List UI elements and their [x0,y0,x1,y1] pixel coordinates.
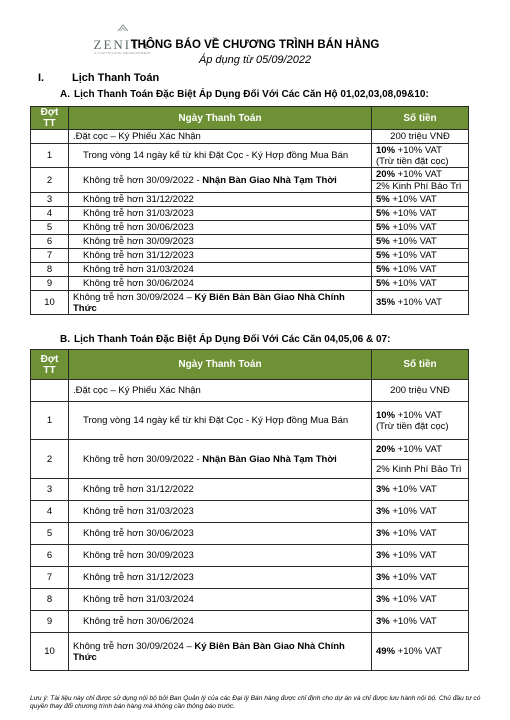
payment-date-text: Không trễ hơn 30/06/2023 [83,528,194,539]
row-number: 5 [31,523,69,545]
payment-date-text: .Đặt cọc – Ký Phiếu Xác Nhận [73,385,201,396]
payment-date-cell [69,193,372,207]
table-header-row [31,350,469,380]
amount-cell [372,402,469,440]
payment-milestone: Nhận Bàn Giao Nhà Tạm Thời [202,174,337,186]
payment-date-cell [69,633,372,671]
amount-text: +10% VAT [395,409,442,421]
table-row [31,402,469,440]
payment-date-cell [69,207,372,221]
payment-date-cell [69,523,372,545]
payment-date-text: Không trễ hơn 31/12/2022 [83,194,194,205]
column-header: Đợt TT [31,350,69,380]
table-header-row [31,107,469,130]
row-number [31,130,69,144]
payment-date-text: Không trễ hơn 31/03/2023 [83,208,194,219]
amount-cell [372,144,469,168]
amount-cell [372,523,469,545]
amount-cell [372,207,469,221]
amount-cell [372,440,469,460]
payment-milestone: Ký Biên Bản Bàn Giao Nhà Chính Thức [73,291,345,314]
table-row [31,193,469,207]
payment-date-text: Không trễ hơn 31/03/2023 [83,506,194,517]
amount-text: 200 triệu VNĐ [390,385,450,396]
table-row [31,144,469,168]
amount-cell [372,249,469,263]
table-a-heading [60,89,429,100]
column-header: Ngày Thanh Toán [69,107,372,130]
payment-date-cell [69,221,372,235]
column-header: Đợt TT [31,107,69,130]
amount-text: +10% VAT [389,194,437,205]
table-b-heading [60,334,390,345]
table-row [31,440,469,460]
row-number: 10 [31,291,69,315]
payment-date-text: Không trễ hơn 30/06/2024 [83,616,194,627]
amount-cell [372,193,469,207]
amount-text: +10% VAT [395,444,442,455]
payment-date-text: .Đặt cọc – Ký Phiếu Xác Nhận [73,131,201,142]
amount-percent: 3% [376,484,390,495]
payment-schedule-table-b [30,349,469,671]
payment-date-cell [69,440,372,479]
payment-date-text: Không trễ hơn 30/06/2024 [83,278,194,289]
amount-text: +10% VAT [389,236,437,247]
amount-percent: 5% [376,236,390,247]
row-number: 4 [31,207,69,221]
section-heading [38,72,159,84]
amount-text: +10% VAT [389,594,437,605]
table-row [31,501,469,523]
payment-date-text: Không trễ hơn 31/12/2022 [83,484,194,495]
amount-cell [372,545,469,567]
amount-text: +10% VAT [389,250,437,261]
row-number: 7 [31,567,69,589]
payment-milestone: Nhận Bàn Giao Nhà Tạm Thời [202,453,337,465]
table-row [31,291,469,315]
payment-date-cell [69,589,372,611]
logo-subtext: A CAPITALAND DEVELOPMENT [94,51,152,55]
payment-date-cell [69,402,372,440]
amount-cell [372,221,469,235]
table-row [31,523,469,545]
row-number: 1 [31,144,69,168]
payment-date-text: Không trễ hơn 30/09/2023 [83,550,194,561]
table-row [31,567,469,589]
payment-date-cell [69,611,372,633]
amount-cell [372,277,469,291]
maintenance-fee-cell: 2% Kinh Phí Bảo Trì [372,460,469,479]
column-header: Số tiền [372,350,469,380]
payment-date-cell [69,235,372,249]
amount-percent: 5% [376,250,390,261]
amount-cell [372,380,469,402]
payment-date-cell [69,501,372,523]
payment-date-text: Trong vòng 14 ngày kể từ khi Đặt Cọc - Ký Hợp đồng Mua Bán [83,415,349,426]
row-number: 6 [31,545,69,567]
amount-text: +10% VAT [395,297,442,308]
amount-percent: 5% [376,264,390,275]
payment-date-cell [69,249,372,263]
table-row [31,479,469,501]
payment-date-cell [69,144,372,168]
amount-note: (Trừ tiền đặt cọc) [376,420,449,432]
table-row [31,249,469,263]
column-header: Số tiền [372,107,469,130]
payment-date-cell [69,263,372,277]
amount-percent: 10% [376,144,396,156]
amount-cell [372,130,469,144]
amount-cell [372,263,469,277]
table-row [31,545,469,567]
payment-date-text: Không trễ hơn 31/12/2023 [83,250,194,261]
amount-percent: 49% [376,646,396,657]
amount-text: +10% VAT [389,264,437,275]
row-number: 8 [31,589,69,611]
table-row [31,168,469,181]
amount-percent: 3% [376,506,390,517]
payment-date-cell [69,545,372,567]
table-row [31,235,469,249]
amount-cell [372,589,469,611]
row-number: 1 [31,402,69,440]
row-number: 7 [31,249,69,263]
payment-date-cell [69,567,372,589]
amount-text: +10% VAT [389,208,437,219]
row-number: 9 [31,277,69,291]
section-title: Lịch Thanh Toán [72,72,160,84]
row-number: 9 [31,611,69,633]
amount-cell [372,235,469,249]
amount-percent: 3% [376,550,390,561]
table-a-heading-text: Lịch Thanh Toán Đặc Biệt Áp Dụng Đối Với Các Căn Hộ 01,02,03,08,09&10: [74,89,429,100]
amount-cell [372,501,469,523]
section-number: I. [38,72,45,84]
amount-percent: 5% [376,208,390,219]
row-number: 2 [31,168,69,193]
payment-date-text: Không trễ hơn 31/03/2024 [83,264,194,275]
amount-percent: 5% [376,278,390,289]
table-row [31,277,469,291]
amount-cell [372,567,469,589]
payment-date-text: Không trễ hơn 30/09/2024 – [73,291,192,303]
table-a-letter: A. [60,89,70,100]
payment-date-cell [69,277,372,291]
row-number: 4 [31,501,69,523]
document-title: THÔNG BÁO VỀ CHƯƠNG TRÌNH BÁN HÀNG [130,39,380,51]
table-row [31,130,469,144]
row-number: 3 [31,479,69,501]
payment-schedule-table-a [30,106,469,315]
table-row [31,263,469,277]
amount-text: 200 triệu VNĐ [390,131,450,142]
amount-note: (Trừ tiền đặt cọc) [376,155,449,167]
table-b-heading-text: Lịch Thanh Toán Đặc Biệt Áp Dụng Đối Với Các Căn 04,05,06 & 07: [74,334,391,345]
amount-text: +10% VAT [389,506,437,517]
amount-percent: 10% [376,409,396,421]
amount-cell [372,168,469,181]
row-number: 8 [31,263,69,277]
row-number [31,380,69,402]
amount-percent: 3% [376,572,390,583]
table-row [31,221,469,235]
row-number: 5 [31,221,69,235]
payment-date-cell [69,479,372,501]
amount-text: +10% VAT [389,278,437,289]
amount-text: +10% VAT [395,144,442,156]
amount-text: +10% VAT [389,572,437,583]
amount-text: +10% VAT [395,168,442,180]
amount-text: +10% VAT [389,528,437,539]
amount-cell [372,479,469,501]
row-number: 2 [31,440,69,479]
table-row [31,611,469,633]
table-b-letter: B. [60,334,70,345]
payment-date-cell [69,291,372,315]
payment-date-text: Không trễ hơn 30/06/2023 [83,222,194,233]
amount-text: +10% VAT [389,484,437,495]
table-row [31,589,469,611]
row-number: 6 [31,235,69,249]
payment-date-cell [69,168,372,193]
amount-percent: 3% [376,594,390,605]
column-header: Ngày Thanh Toán [69,350,372,380]
payment-date-text: Không trễ hơn 31/12/2023 [83,572,194,583]
row-number: 10 [31,633,69,671]
amount-text: +10% VAT [395,646,442,657]
maintenance-fee-cell: 2% Kinh Phí Bảo Trì [372,181,469,193]
amount-percent: 20% [376,168,396,180]
amount-text: +10% VAT [389,222,437,233]
amount-percent: 3% [376,528,390,539]
payment-date-cell [69,380,372,402]
logo-emblem-icon [117,24,129,32]
payment-date-text: Không trễ hơn 30/09/2023 [83,236,194,247]
footnote: Lưu ý: Tài liệu này chỉ được sử dụng nội bộ bởi Ban Quản lý của các Đại lý Bán hàng được chỉ định cho dự án và chỉ được lưu hành nội bộ. Chủ đầu tư có quyền thay đổi chương trình bán hàng mà không cần thông báo trước. [30,695,481,710]
payment-date-text: Không trễ hơn 30/09/2024 – [73,640,192,652]
amount-cell [372,291,469,315]
document-subtitle: Áp dụng từ 05/09/2022 [198,54,312,66]
amount-percent: 5% [376,194,390,205]
amount-text: +10% VAT [389,616,437,627]
amount-percent: 20% [376,444,396,455]
table-row [31,207,469,221]
table-row [31,633,469,671]
payment-date-text: Không trễ hơn 30/09/2022 - [83,453,200,465]
payment-date-text: Không trễ hơn 30/09/2022 - [83,174,200,186]
logo-text: ZENITY [93,37,153,52]
amount-percent: 3% [376,616,390,627]
row-number: 3 [31,193,69,207]
payment-date-cell [69,130,372,144]
amount-cell [372,633,469,671]
payment-date-text: Trong vòng 14 ngày kể từ khi Đặt Cọc - Ký Hợp đồng Mua Bán [83,150,349,161]
amount-percent: 5% [376,222,390,233]
table-row [31,380,469,402]
amount-percent: 35% [376,297,396,308]
amount-cell [372,611,469,633]
payment-milestone: Ký Biên Bản Bàn Giao Nhà Chính Thức [73,640,345,663]
amount-text: +10% VAT [389,550,437,561]
payment-date-text: Không trễ hơn 31/03/2024 [83,594,194,605]
